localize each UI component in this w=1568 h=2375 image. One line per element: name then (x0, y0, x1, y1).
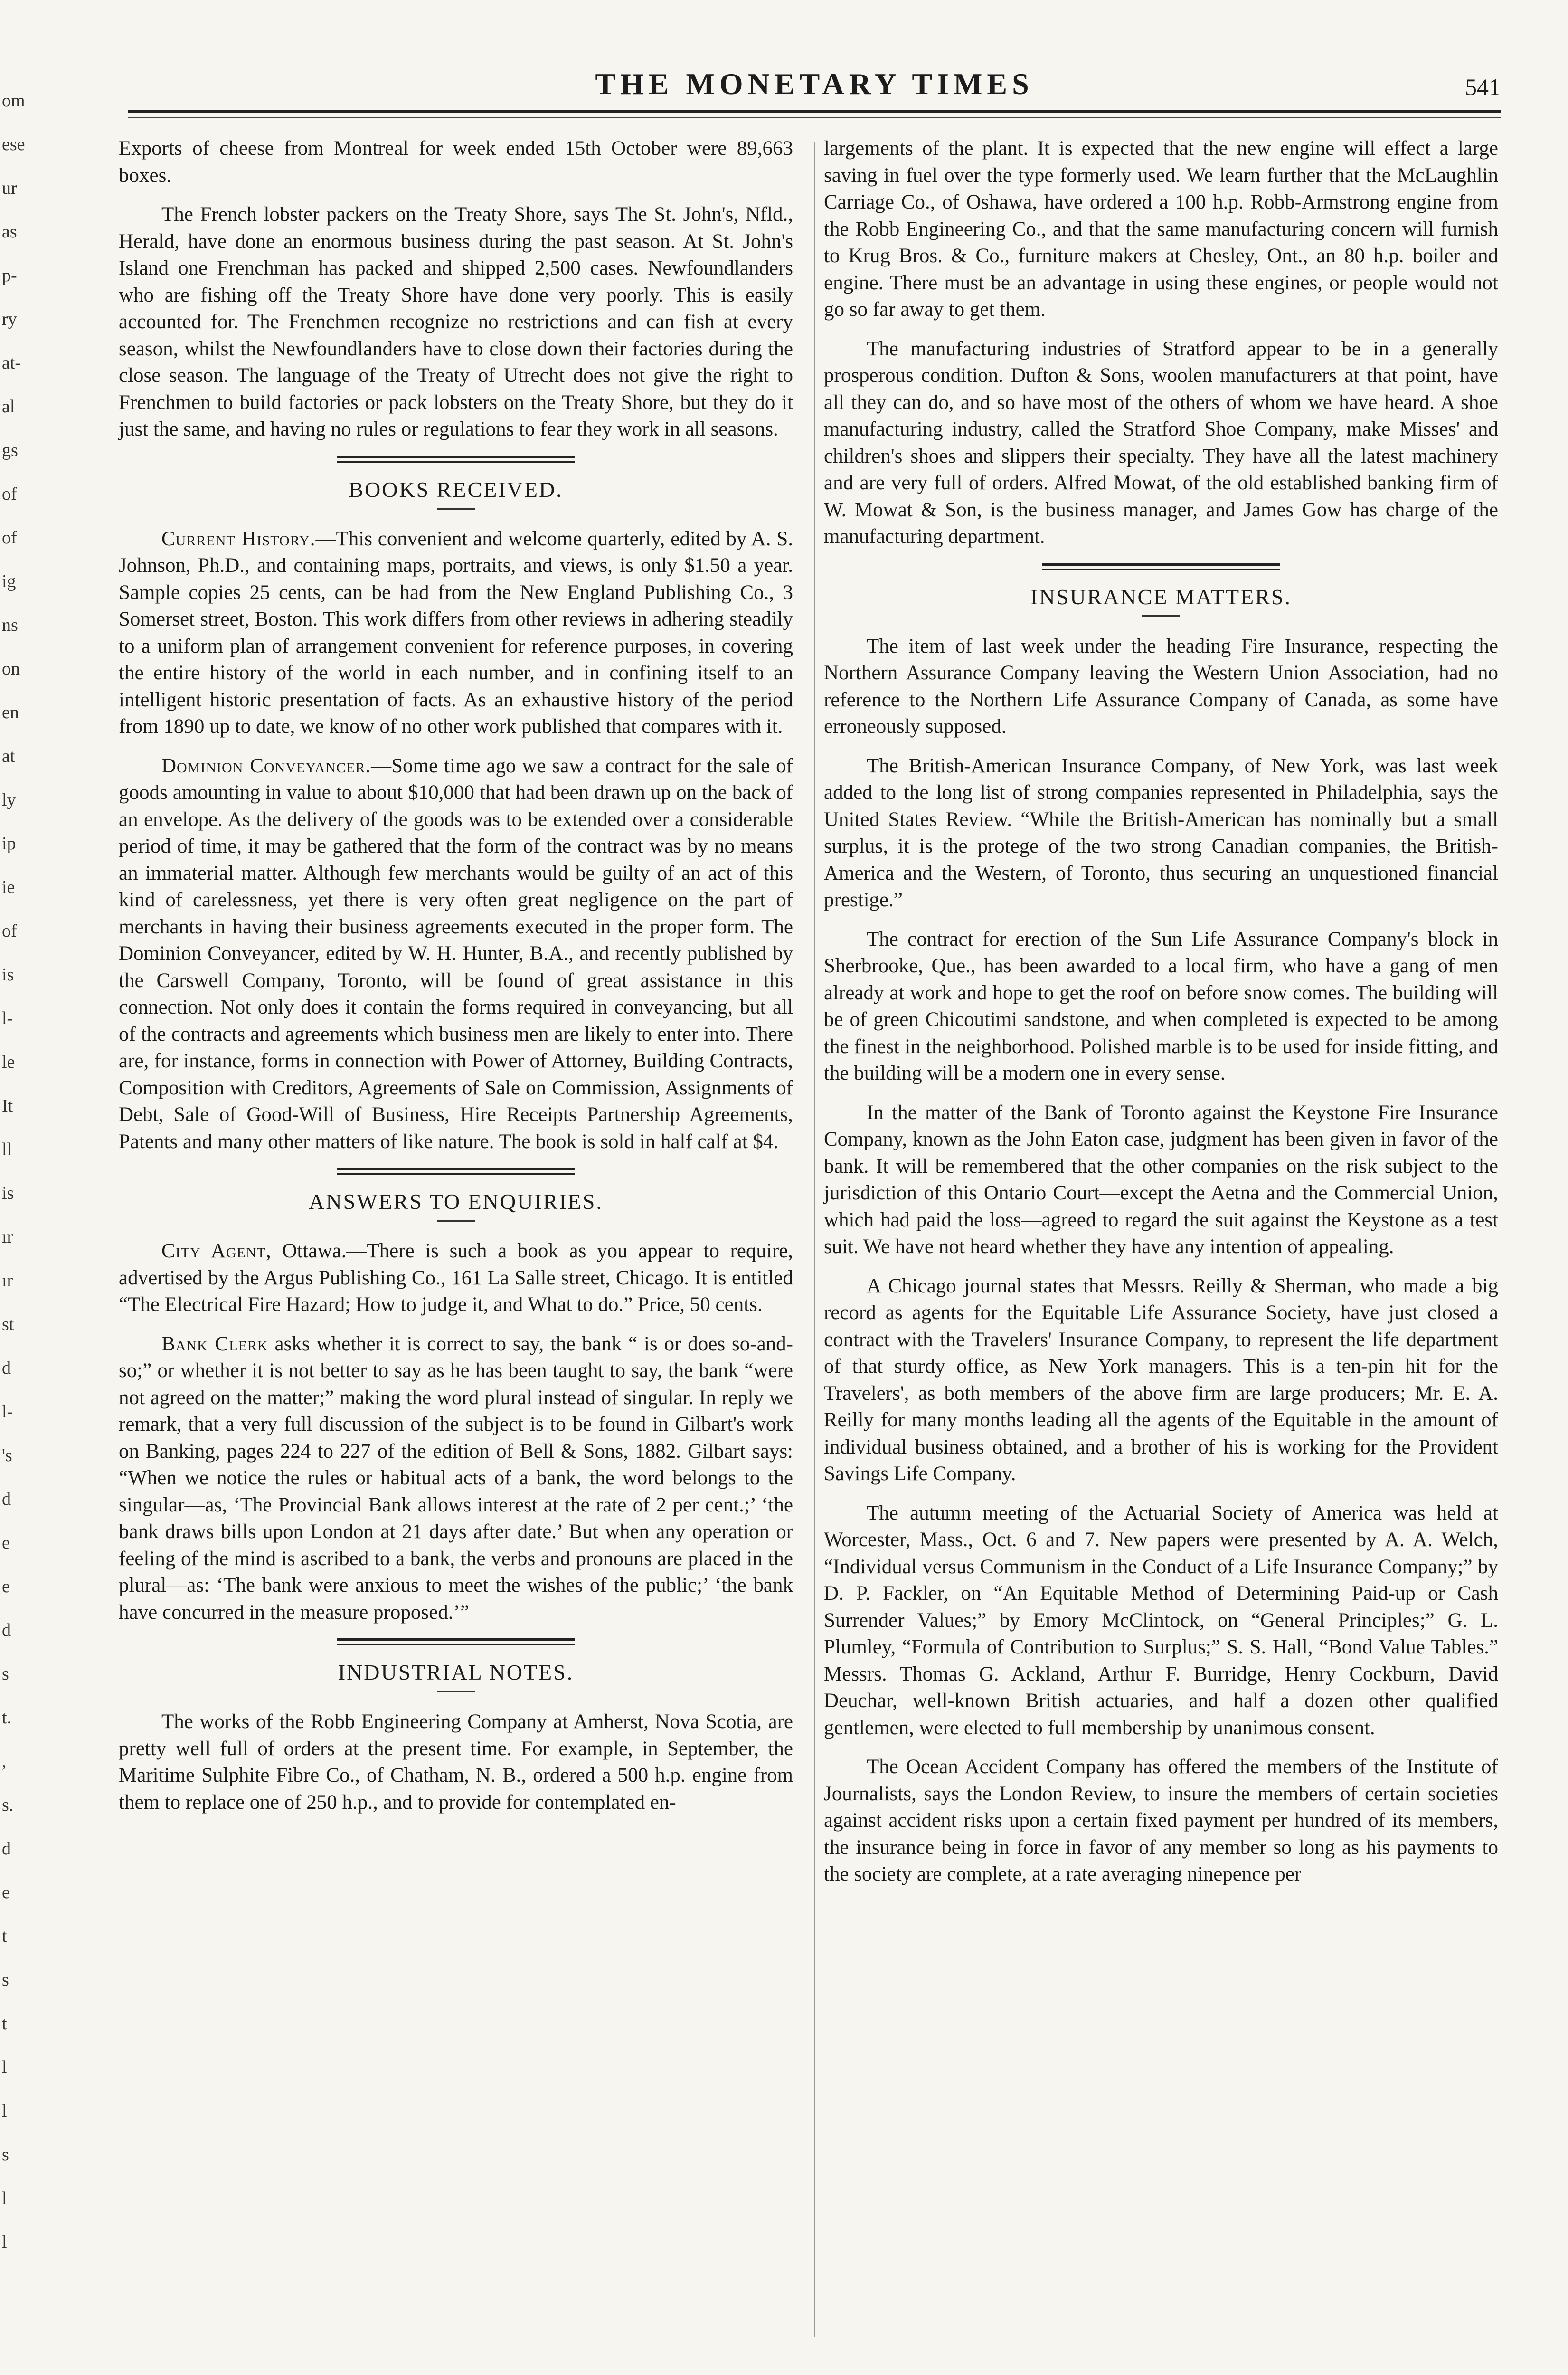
city-agent-answer (119, 1238, 793, 1319)
stratford-industries-paragraph: The manufacturing industries of Stratford appear to be in a generally prosperous condition. Dufton & Sons, woolen manufacturers at that point, have all they can do, and so have most of the others of whom we have heard. A shoe manufacturing industry, called the Stratford Shoe Company, make Misses' and children's shoes and slippers their specialty. They have all the latest machinery and are very full of orders. Alfred Mowat, of the old established banking firm of W. Mowat & Son, is the business manager, and James Gow has charge of the manufacturing department. (824, 337, 1498, 548)
page-number: 541 (1465, 74, 1501, 100)
section-rule (1042, 563, 1280, 570)
adjacent-page-bleed (0, 90, 33, 2323)
review-body: —Some time ago we saw a contract for the sale of goods amounting in value to about $10,000 that had been drawn up on the back of an envelope. As the delivery of the goods was to be extended over a considerable period of time, it may be gathered that the form of the contract was by no means an immaterial matter. Although few merchants would be guilty of an act of this kind of carelessness, yet there is very often great negligence on the part of merchants in having their business agreements executed in the proper form. The Dominion Conveyancer, edited by W. H. Hunter, B.A., and recently published by the Carswell Company, Toronto, will be found of great assistance in this connection. Not only does it contain the forms required in conveyancing, but all of the contracts and agreements which business men are likely to enter into. There are, for instance, forms in connection with Power of Attorney, Building Contracts, Composition with Creditors, Agreements of Sale on Commission, Assignments of Debt, Sale of Good-Will of Business, Hire Receipts Partnership Agreements, Patents and many other matters of like nature. The book is sold in half calf at $4. (119, 754, 793, 1153)
northern-assurance-paragraph: The item of last week under the heading Fire Insurance, respecting the Northern Assurance Company leaving the Western Union Association, had no reference to the Northern Life Assurance Company of Canada, as some have erroneously supposed. (824, 635, 1498, 738)
bleed-fragment: ese (2, 134, 25, 154)
bleed-fragment: en (2, 703, 19, 722)
enquirer-name: City Agent, (161, 1240, 272, 1262)
sun-life-paragraph: The contract for erection of the Sun Life Assurance Company's block in Sherbrooke, Que., has been awarded to a local firm, who have a gang of men already at work and hope to get the roof on before snow comes. The building will be of green Chicoutimi sandstone, and when completed is expected to be among the finest in the neighborhood. Polished marble is to be used for inside fitting, and the building will be a modern one in every sense. (824, 928, 1498, 1084)
bleed-fragment: at- (2, 353, 21, 373)
heading-rule (1142, 615, 1180, 617)
cheese-exports-paragraph: Exports of cheese from Montreal for week ended 15th October were 89,663 boxes. (119, 137, 793, 187)
answer-body: Ottawa.—There is such a book as you appear to require, advertised by the Argus Publishing Co., 161 La Salle street, Chicago. It is entitled “The Electrical Fire Hazard; How to judge it, and What to do.” Price, 50 cents. (119, 1240, 793, 1316)
bleed-fragment: l (2, 2057, 7, 2077)
masthead-rule (128, 110, 1501, 113)
robb-engineering-paragraph: The works of the Robb Engineering Company at Amherst, Nova Scotia, are pretty well full of orders at the present time. For example, in September, the Maritime Sulphite Fibre Co., of Chatham, N. B., ordered a 500 h.p. engine from them to replace one of 250 h.p., and to provide for contemplated en- (119, 1710, 793, 1814)
bleed-fragment: e (2, 1882, 10, 1902)
bleed-fragment: om (2, 91, 25, 111)
bleed-fragment: l- (2, 1402, 13, 1422)
bleed-fragment: s (2, 1664, 9, 1684)
bleed-fragment: ır (2, 1271, 13, 1291)
masthead-rule-thin (128, 117, 1501, 118)
bleed-fragment: ly (2, 790, 16, 810)
bleed-fragment: le (2, 1052, 15, 1072)
publication-title: THE MONETARY TIMES (595, 67, 1034, 101)
bleed-fragment: ry (2, 309, 17, 329)
review-body: —This convenient and welcome quarterly, edited by A. S. Johnson, Ph.D., and containing maps, portraits, and views, is only $1.50 a year. Sample copies 25 cents, can be had from the New England Publishing Co., 3 Somerset street, Boston. This work differs from other reviews in adhering steadily to a uniform plan of arrangement convenient for reference purposes, in covering the entire history of the world in each number, and in confining itself to an intelligent historic presentation of facts. As an exhaustive history of the period from 1890 up to date, we know of no other work published that compares with it. (119, 527, 793, 738)
bank-clerk-answer (119, 1331, 793, 1626)
bleed-fragment: s (2, 1970, 9, 1990)
british-american-paragraph: The British-American Insurance Company, of New York, was last week added to the long list of strong companies represented in Philadelphia, says the United States Review. “While the British-American has nominally but a small surplus, it is the protege of the two strong Canadian companies, the British-America and the Western, of Toronto, thus securing an unquestioned financial prestige.” (824, 754, 1498, 911)
insurance-matters-heading: INSURANCE MATTERS. (1030, 584, 1292, 609)
bleed-fragment: s. (2, 1795, 14, 1815)
reilly-sherman-paragraph: A Chicago journal states that Messrs. Reilly & Sherman, who made a big record as agents for the Equitable Life Assurance Society, have just closed a contract with the Travelers' Insurance Company, to represent the life department of that sturdy office, as New York managers. This is a ten-pin hit for the Travelers', as both members of the above firm are large producers; Mr. E. A. Reilly for many months leading all the agents of the Equitable in the amount of individual business obtained, and a brother of his is working for the Provident Savings Life Company. (824, 1274, 1498, 1485)
bleed-fragment: s (2, 2145, 9, 2165)
bleed-fragment: ie (2, 877, 15, 897)
actuarial-society-paragraph: The autumn meeting of the Actuarial Society of America was held at Worcester, Mass., Oct. 6 and 7. New papers were presented by A. A. Welch, “Individual versus Communism in the Conduct of a Life Insurance Company;” by D. P. Fackler, on “An Equitable Method of Determining Paid-up or Cash Surrender Values;” by Emory McClintock, on “General Principles;” G. L. Plumley, “Formula of Contribution to Surplus;” S. S. Hall, “Bond Value Tables.” Messrs. Thomas G. Ackland, Arthur F. Burridge, Henry Cockburn, David Deuchar, well-known British actuaries, and half a dozen other qualified gentlemen, were elected to full membership by unanimous consent. (824, 1501, 1498, 1739)
heading-rule (437, 1220, 475, 1222)
bleed-fragment: ur (2, 178, 17, 198)
bleed-fragment: is (2, 965, 14, 985)
ocean-accident-paragraph: The Ocean Accident Company has offered the members of the Institute of Journalists, says the London Review, to insure the members of certain societies against accident risks upon a certain fixed payment per hundred of its members, the insurance being in force in favor of any member so long as his payments to the society are complete, at a rate averaging ninepence per (824, 1756, 1498, 1885)
bleed-fragment: ll (2, 1140, 12, 1159)
bleed-fragment: ns (2, 615, 18, 635)
bleed-fragment: e (2, 1533, 10, 1553)
bleed-fragment: at (2, 746, 15, 766)
section-rule (337, 456, 575, 463)
left-column (119, 135, 793, 1828)
column-divider (814, 142, 815, 2337)
heading-rule (437, 1691, 475, 1692)
answers-to-enquiries-heading: ANSWERS TO ENQUIRIES. (309, 1189, 603, 1214)
bleed-fragment: of (2, 921, 17, 941)
bleed-fragment: on (2, 659, 20, 679)
robb-engineering-continued: largements of the plant. It is expected that the new engine will effect a large saving in fuel over the type formerly used. We learn further that the McLaughlin Carriage Co., of Oshawa, have ordered a 100 h.p. Robb-Armstrong engine from the Robb Engineering Co., and that the same manufacturing concern will furnish to Krug Bros. & Co., furniture makers at Chesley, Ont., an 80 h.p. boiler and engine. There must be an advantage in using these engines, or people would not go so far away to get them. (824, 137, 1498, 321)
bleed-fragment: d (2, 1489, 11, 1509)
industrial-notes-heading: INDUSTRIAL NOTES. (338, 1660, 574, 1684)
bleed-fragment: e (2, 1577, 10, 1596)
answer-body: asks whether it is correct to say, the bank “ is or does so-and-so;” or whether it is not better to say as he has been taught to say, the bank “were not agreed on the matter;” making the word plural instead of singular. In reply we remark, that a very full discussion of the subject is to be found in Gilbart's work on Banking, pages 224 to 227 of the edition of Bell & Sons, 1882. Gilbart says: “When we notice the rules or habitual acts of a bank, the word belongs to the singular—as, ‘The Provincial Bank allows interest at the rate of 2 per cent.;’ ‘the bank draws bills upon London at 21 days after date.’ But when any operation or feeling of the mind is ascribed to a bank, the verbs and pronouns are placed in the plural—as: ‘The bank were anxious to meet the wishes of the public;’ ‘the bank have concurred in the measure proposed.’” (119, 1332, 793, 1624)
bleed-fragment: d (2, 1839, 11, 1859)
bleed-fragment: d (2, 1620, 11, 1640)
bleed-fragment: is (2, 1183, 14, 1203)
section-rule (337, 1638, 575, 1645)
bleed-fragment: as (2, 222, 17, 242)
lobster-packers-paragraph: The French lobster packers on the Treaty Shore, says The St. John's, Nfld., Herald, have done an enormous business during the past season. At St. John's Island one Frenchman has packed and shipped 2,500 cases. Newfoundlanders who are fishing off the Treaty Shore have done very poorly. This is easily accounted for. The Frenchmen recognize no restrictions and can fish at every season, whilst the Newfoundlanders have to close down their factories during the close season. The language of the Treaty of Utrecht does not give the right to Frenchmen to build factories or pack lobsters on the Treaty Shore, but they do it just the same, and having no rules or regulations to fear they work in all seasons. (119, 203, 793, 440)
bleed-fragment: It (2, 1096, 13, 1116)
review-title: Dominion Conveyancer. (161, 754, 371, 777)
review-title: Current History. (161, 527, 316, 550)
current-history-review (119, 526, 793, 741)
heading-rule (437, 508, 475, 510)
bleed-fragment: 's (2, 1445, 12, 1465)
bleed-fragment: t (2, 1926, 7, 1946)
bleed-fragment: l (2, 2232, 7, 2252)
books-received-heading: BOOKS RECEIVED. (349, 477, 563, 502)
bleed-fragment: al (2, 397, 15, 417)
bleed-fragment: d (2, 1358, 11, 1378)
bleed-fragment: ır (2, 1227, 13, 1247)
bleed-fragment: l (2, 2101, 7, 2121)
bleed-fragment: p- (2, 266, 17, 285)
bleed-fragment: of (2, 528, 17, 548)
bleed-fragment: t (2, 2014, 7, 2033)
bleed-fragment: l (2, 2188, 7, 2208)
right-column (824, 135, 1498, 1900)
bleed-fragment: , (2, 1751, 7, 1771)
section-rule (337, 1168, 575, 1175)
dominion-conveyancer-review (119, 753, 793, 1156)
bleed-fragment: ip (2, 834, 16, 854)
bleed-fragment: of (2, 484, 17, 504)
bleed-fragment: l- (2, 1008, 13, 1028)
bleed-fragment: st (2, 1314, 14, 1334)
bleed-fragment: gs (2, 440, 18, 460)
enquirer-name: Bank Clerk (161, 1332, 268, 1355)
bleed-fragment: ig (2, 571, 16, 591)
bank-of-toronto-paragraph: In the matter of the Bank of Toronto against the Keystone Fire Insurance Company, known as the John Eaton case, judgment has been given in favor of the bank. It will be remembered that the other companies on the risk subject to the jurisdiction of this Ontario Court—except the Aetna and the Commercial Union, which had paid the loss—agreed to regard the suit against the Keystone as a test suit. We have not heard whether they have any intention of appealing. (824, 1101, 1498, 1258)
bleed-fragment: t. (2, 1708, 12, 1728)
